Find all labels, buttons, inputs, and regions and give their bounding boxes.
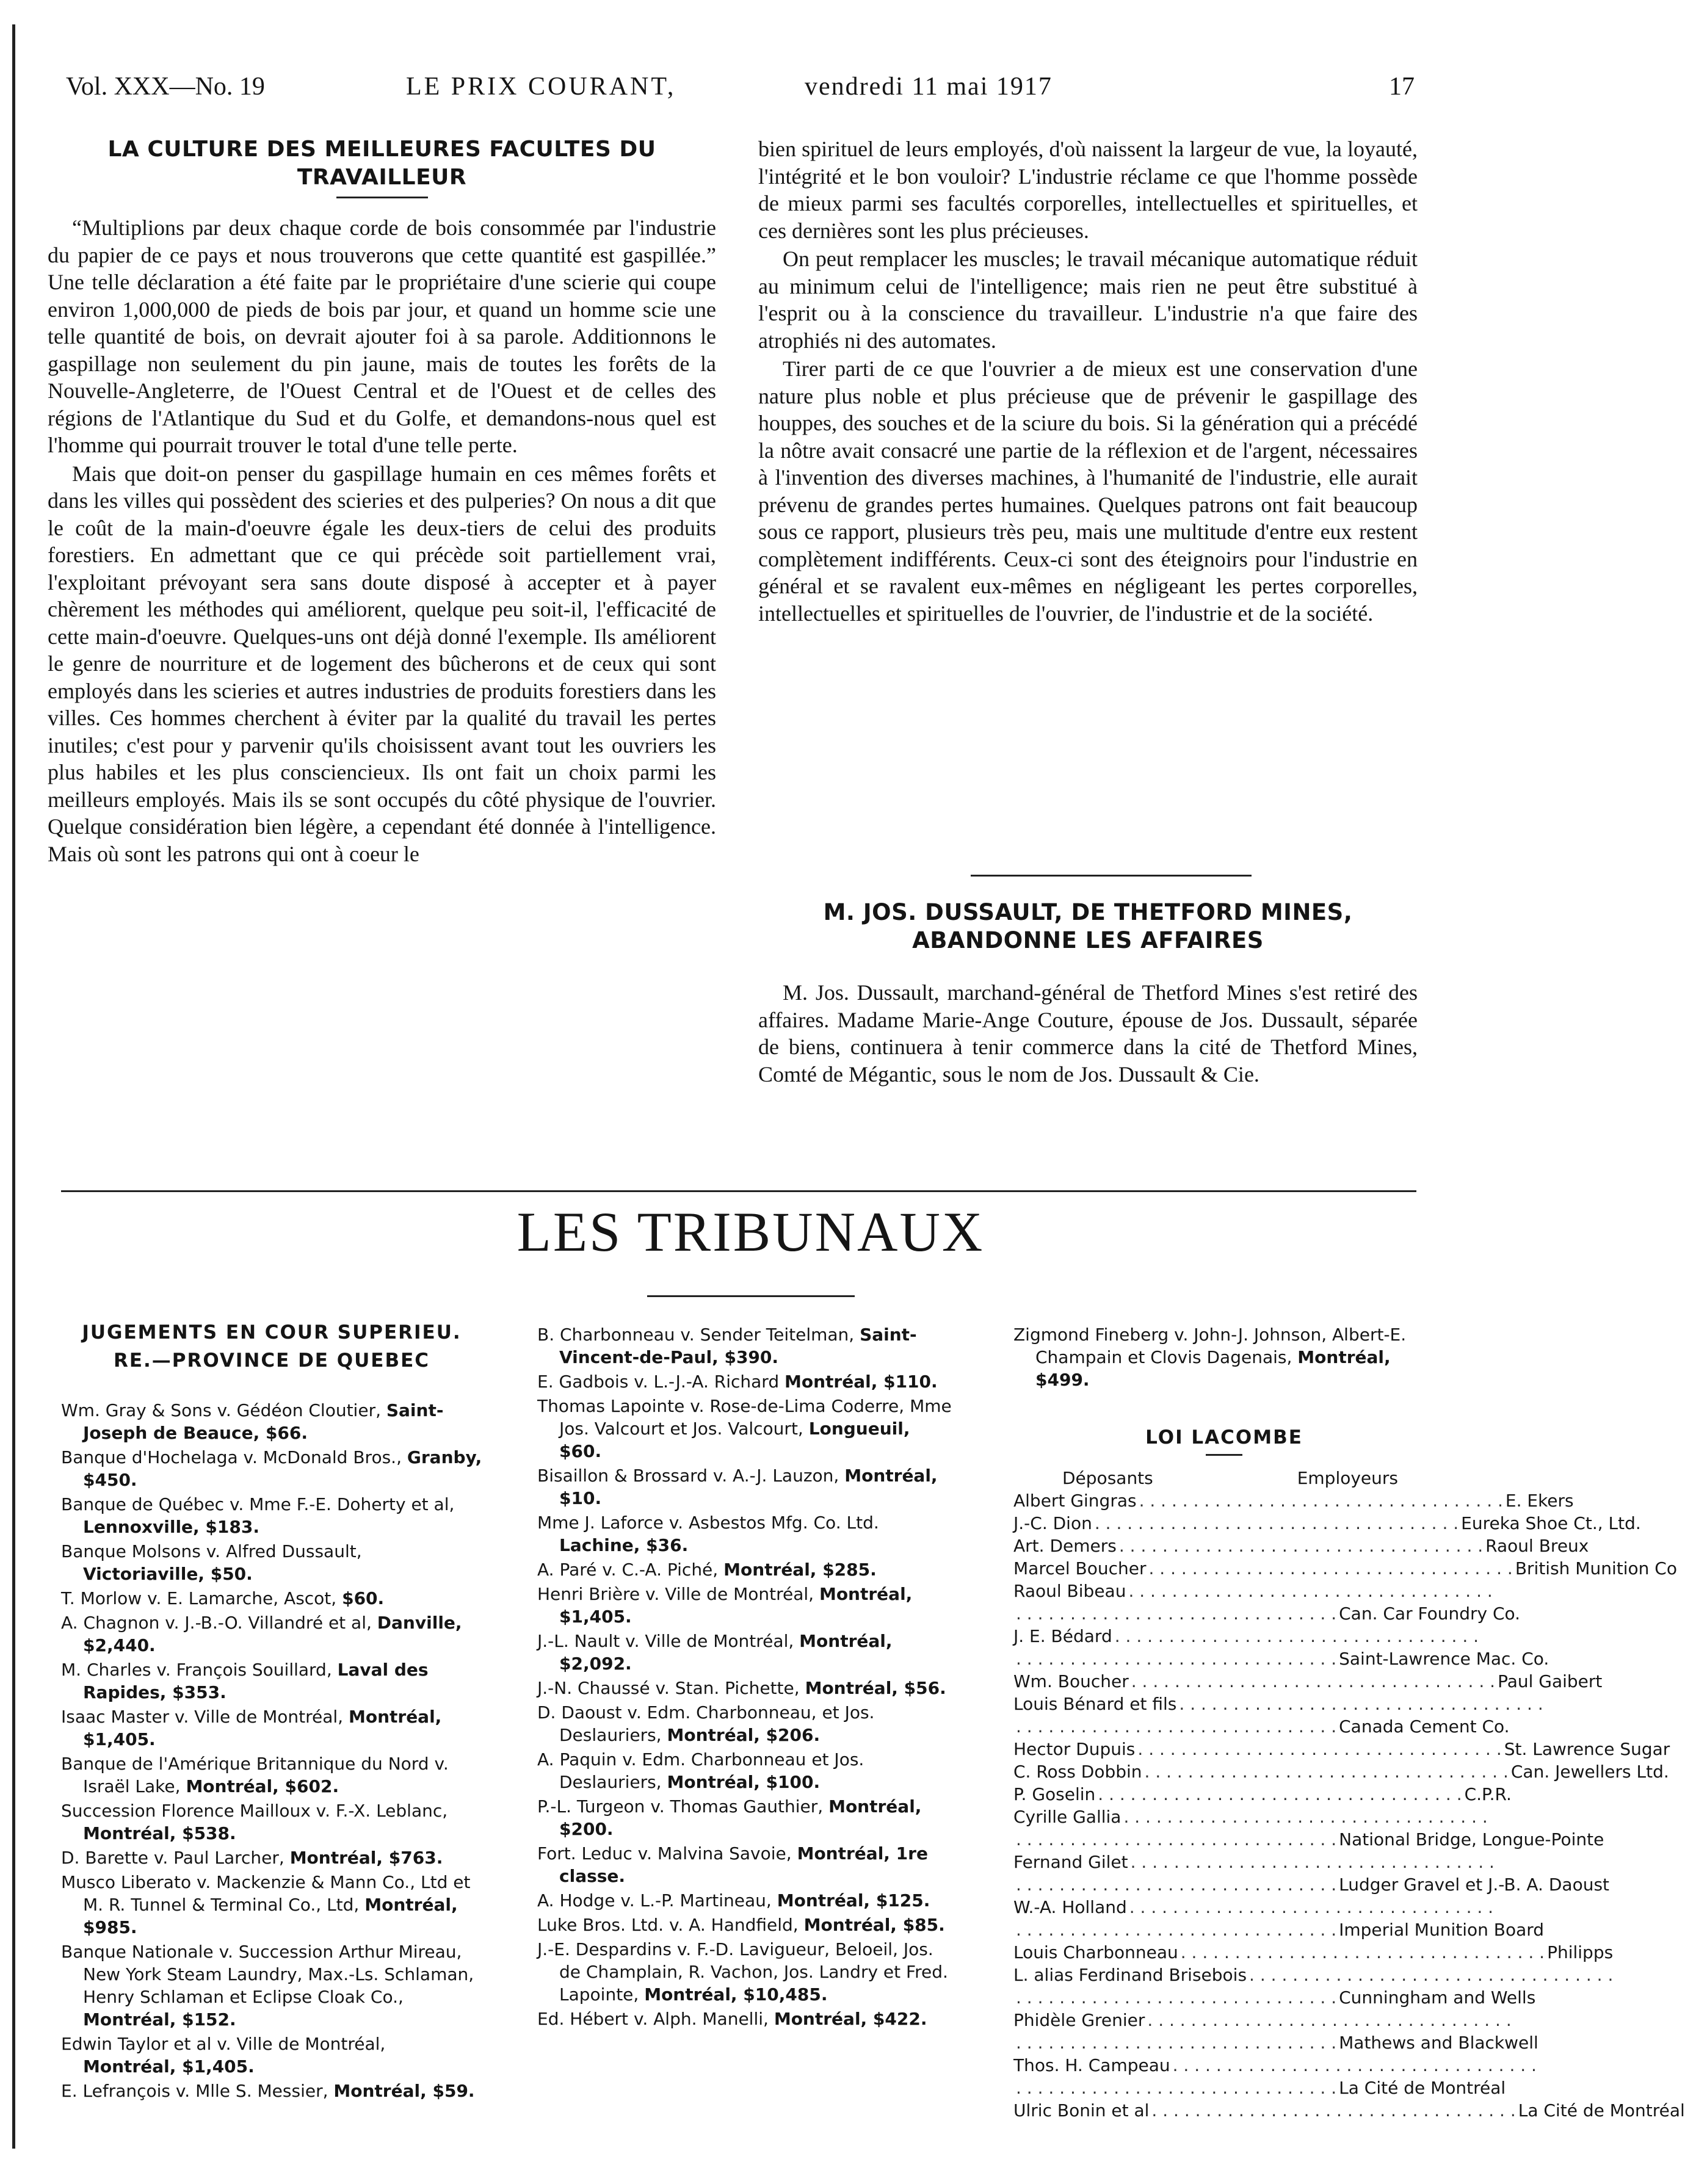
judgement-entry [61,1540,482,1585]
leader-dots: . . . . . . . . . . . . . . . . . . . . . . . . . . . . . . . . . . [1148,1558,1513,1578]
judgement-entry [537,1748,952,1793]
leader-dots: . . . . . . . . . . . . . . . . . . . . . . . . . . . . . . . . . . [1179,1694,1543,1714]
judgement-place-amount: Montréal, $602. [186,1776,339,1796]
loi-row [1013,2099,1685,2122]
article2-paragraph: M. Jos. Dussault, marchand-général de Thetford Mines s'est retiré des affaires. Madame Marie-Ange Couture, épouse de Jos. Dussault, séparée de biens, continuera à tenir commerce dans la cité de Thetford Mines, Comté de Mégantic, sous le nom de Jos. Dussault & Cie. [758,980,1418,1087]
judgement-place-amount: Longueuil, $60. [559,1419,910,1461]
deposant-name: Hector Dupuis [1013,1739,1136,1759]
jugements-heading-line2: RE.—PROVINCE DE QUEBEC [113,1350,430,1372]
loi-row-continued [1013,1873,1610,1896]
deposant-name: Ulric Bonin et al [1013,2100,1150,2121]
judgement-parties: Wm. Gray & Sons v. Gédéon Cloutier, [61,1400,386,1420]
judgement-parties: Banque de l'Amérique Britannique du Nord v. Israël Lake, [61,1754,449,1796]
judgement-parties: M. Charles v. François Souillard, [61,1660,338,1680]
leader-dots: . . . . . . . . . . . . . . . . . . . . . . . . . . . . . . . . . . [1249,1965,1614,1985]
judgement-parties: E. Lefrançois v. Mlle S. Messier, [61,2081,334,2101]
judgement-parties: Zigmond Fineberg v. John-J. Johnson, Albert-E. Champain et Clovis Dagenais, [1013,1325,1407,1367]
judgement-entry [61,1752,482,1798]
judgement-parties: Banque Nationale v. Succession Arthur Mireau, New York Steam Laundry, Max.-Ls. Schlaman, Henry Schlaman et Eclipse Cloak Co., [61,1942,474,2007]
loi-row [1013,1941,1614,1964]
judgement-place-amount: Montréal, $100. [667,1772,821,1792]
judgement-place-amount: Montréal, $200. [559,1796,922,1839]
page-edge-rule [12,24,15,2149]
leader-dots: . . . . . . . . . . . . . . . . . . . . . . . . . . . . . . [1016,1829,1337,1850]
leader-dots: . . . . . . . . . . . . . . . . . . . . . . . . . . . . . . [1016,1604,1337,1624]
judgement-entry [537,1889,952,1912]
judgement-parties: J.-E. Despardins v. F.-D. Lavigueur, Beloeil, Jos. de Champlain, R. Vachon, Jos. Landry et Fred. Lapointe, [537,1939,948,2005]
judgement-parties: A. Chagnon v. J.-B.-O. Villandré et al, [61,1613,377,1633]
judgement-place-amount: Montréal, 1re classe. [559,1843,928,1886]
leader-dots: . . . . . . . . . . . . . . . . . . . . . . . . . . . . . . . . . . [1137,1739,1502,1759]
employeur-name: St. Lawrence Sugar [1504,1739,1670,1759]
judgement-place-amount: Lachine, $36. [559,1535,689,1555]
judgement-place-amount: Montréal, $422. [774,2009,927,2029]
leader-dots: . . . . . . . . . . . . . . . . . . . . . . . . . . . . . . [1016,1875,1337,1895]
judgement-place-amount: Montréal, $56. [805,1678,946,1698]
judgement-entry [61,1493,482,1538]
judgement-entry [537,2008,952,2030]
loi-row [1013,1557,1677,1580]
judgement-entry [61,1705,482,1751]
issue-date: vendredi 11 mai 1917 [805,73,1053,101]
judgement-place-amount: Saint-Joseph de Beauce, $66. [83,1400,444,1443]
judgement-entry [61,1611,482,1657]
judgement-parties: E. Gadbois v. L.-J.-A. Richard [537,1372,785,1392]
judgement-parties: T. Morlow v. E. Lamarche, Ascot, [61,1588,342,1608]
employeur-name: Eureka Shoe Ct., Ltd. [1461,1513,1641,1533]
judgement-parties: Succession Florence Mailloux v. F.-X. Leblanc, [61,1801,448,1821]
employeur-name: E. Ekers [1505,1491,1574,1511]
leader-dots: . . . . . . . . . . . . . . . . . . . . . . . . . . . . . . . . . . [1114,1626,1479,1646]
judgement-place-amount: Montréal, $206. [667,1725,821,1745]
deposant-name: Fernand Gilet [1013,1852,1128,1872]
deposant-name: J. E. Bédard [1013,1626,1112,1646]
article2-title-line2: ABANDONNE LES AFFAIRES [912,927,1264,953]
deposant-name: Wm. Boucher [1013,1671,1129,1691]
loi-row [1013,1738,1670,1760]
judgement-place-amount: Montréal, $985. [83,1895,458,1937]
volume-number: Vol. XXX—No. 19 [66,73,265,101]
loi-row [1013,1670,1603,1693]
judgement-place-amount: Montréal, $110. [785,1372,938,1392]
judgement-parties: Banque de Québec v. Mme F.-E. Doherty et al, [61,1494,455,1514]
loi-row-continued [1013,2077,1506,2099]
judgement-entry [61,1871,482,1939]
judgement-parties: Thomas Lapointe v. Rose-de-Lima Coderre, Mme Jos. Valcourt et Jos. Valcourt, [537,1396,952,1439]
jugements-column-3 [1013,1323,1685,2122]
judgement-entry [537,1583,952,1628]
judgement-entry [61,1658,482,1704]
judgement-parties: Isaac Master v. Ville de Montréal, [61,1707,349,1727]
judgement-entry [537,1558,952,1581]
page-header [61,72,1422,115]
employeur-name: Ludger Gravel et J.-B. A. Daoust [1339,1875,1610,1895]
article1-paragraph: Tirer parti de ce que l'ouvrier a de mieux est une conservation d'une nature plus noble et plus précieuse que de prévenir le gaspillage des houppes, des souches et de la sciure du bois. Si la génération qui a précédé la nôtre avait consacré une partie de la réflexion et de l'argent, nécessaires à l'invention des diverses machines, à l'humanité de l'industrie, elle aurait prévenu de grandes pertes humaines. Quelques patrons ont fait beaucoup sous ce rapport, plusieurs très peu, mais une multitude d'entre eux restent complètement indifférents. Ceux-ci sont des éteignoirs pour l'industrie en général et se ravalent eux-mêmes en négligeant les pertes corporelles, intellectuelles et spirituelles de l'ouvrier, de l'industrie et de la société. [758,356,1418,626]
leader-dots: . . . . . . . . . . . . . . . . . . . . . . . . . . . . . . [1016,2078,1337,2098]
leader-dots: . . . . . . . . . . . . . . . . . . . . . . . . . . . . . . . . . . [1118,1536,1484,1556]
judgement-entry [61,1940,482,2031]
judgement-place-amount: Montréal, $1,405. [559,1584,913,1627]
section-banner: LES TRIBUNAUX [516,1201,985,1263]
judgement-parties: D. Daoust v. Edm. Charbonneau, et Jos. Deslauriers, [537,1702,875,1745]
leader-dots: . . . . . . . . . . . . . . . . . . . . . . . . . . . . . . . . . . [1147,2010,1512,2030]
judgement-list-1 [61,1399,482,2102]
judgement-place-amount: Montréal, $59. [333,2081,475,2101]
employeur-name: Mathews and Blackwell [1339,2033,1538,2053]
judgement-entry [1013,1323,1435,1391]
judgement-entry [537,1842,952,1887]
judgement-entry [537,1795,952,1840]
article1-paragraph: “Multiplions par deux chaque corde de bois consommée par l'industrie du papier de ce pays et nous trouverons que cette quantité est gaspillée.” Une telle déclaration a été faite par le propriétaire d'une scierie qui coupe environ 1,000,000 de pieds de bois par jour, et quand un homme scie une telle quantité de bois, on devrait ajouter foi à sa parole. Additionnons le gaspillage non seulement du pin jaune, mais de toutes les forêts de la Nouvelle-Angleterre, de l'Ouest Central et de l'Ouest et de celles des régions de l'Atlantique du Sud et du Golfe, et demandons-nous quel est l'homme qui pourrait trouver le total d'une telle perte. [48,215,716,457]
judgement-list-3 [1013,1323,1435,1391]
judgement-entry [61,1446,482,1491]
loi-row [1013,1964,1614,1986]
judgement-place-amount: Montréal, $1,405. [83,1707,442,1749]
judgement-entry [537,1464,952,1510]
employeur-name: C.P.R. [1464,1784,1512,1804]
judgement-entry [537,1701,952,1746]
judgement-parties: Ed. Hébert v. Alph. Manelli, [537,2009,774,2029]
article2-title-line1: M. JOS. DUSSAULT, DE THETFORD MINES, [823,899,1353,925]
judgement-place-amount: Montréal, $152. [83,2009,236,2030]
loi-row [1013,1535,1589,1557]
loi-row-continued [1013,2031,1538,2054]
article1-body-right [758,136,1418,627]
judgement-place-amount: Montréal, $10. [559,1466,938,1508]
article1-paragraph: On peut remplacer les muscles; le travail mécanique automatique réduit au minimum celui de l'intelligence; mais rien ne peut être substitué à l'esprit ou à la conscience du travailleur. L'industrie n'a que faire des atrophiés ni des automates. [758,247,1418,353]
deposant-name: Louis Bénard et fils [1013,1694,1177,1714]
employeur-name: Canada Cement Co. [1339,1716,1510,1737]
judgement-place-amount: Montréal, $285. [723,1560,877,1580]
jugements-column-2 [537,1323,952,2032]
leader-dots: . . . . . . . . . . . . . . . . . . . . . . . . . . . . . . [1016,1987,1337,2008]
deposant-name: Louis Charbonneau [1013,1942,1178,1962]
employeur-name: La Cité de Montréal [1339,2078,1506,2098]
loi-row [1013,1693,1543,1715]
article-divider [971,875,1252,877]
judgement-parties: Henri Brière v. Ville de Montréal, [537,1584,819,1604]
loi-row [1013,1489,1574,1512]
leader-dots: . . . . . . . . . . . . . . . . . . . . . . . . . . . . . . . . . . [1098,1784,1462,1804]
judgement-parties: D. Barette v. Paul Larcher, [61,1848,290,1868]
deposant-name: Marcel Boucher [1013,1558,1147,1578]
loi-row [1013,2054,1537,2077]
deposant-name: P. Goselin [1013,1784,1096,1804]
article1-right-column [758,136,1418,871]
title-rule [336,197,428,198]
loi-row-continued [1013,1602,1521,1625]
employeur-name: Paul Gaibert [1498,1671,1603,1691]
loi-row-continued [1013,1986,1536,2009]
employeur-name: British Munition Co [1515,1558,1677,1578]
judgement-parties: A. Hodge v. L.-P. Martineau, [537,1890,777,1911]
judgement-parties: Banque Molsons v. Alfred Dussault, [61,1541,362,1561]
loi-column-headers [1013,1467,1435,1489]
judgement-parties: Mme J. Laforce v. Asbestos Mfg. Co. Ltd. [537,1513,879,1533]
loi-title-rule [1206,1454,1242,1456]
leader-dots: . . . . . . . . . . . . . . . . . . . . . . . . . . . . . . [1016,1920,1337,1940]
article1-body-left [48,214,716,867]
loi-lacombe-table [1013,1489,1685,2122]
judgement-place-amount: Montréal, $85. [803,1915,945,1935]
banner-rule [647,1295,855,1297]
judgement-parties: Bisaillon & Brossard v. A.-J. Lauzon, [537,1466,845,1486]
judgement-parties: A. Paré v. C.-A. Piché, [537,1560,724,1580]
leader-dots: . . . . . . . . . . . . . . . . . . . . . . . . . . . . . . . . . . [1172,2055,1537,2075]
judgement-entry [537,1511,952,1557]
judgement-parties: J.-L. Nault v. Ville de Montréal, [537,1631,800,1651]
loi-row [1013,1625,1479,1647]
article2 [758,899,1418,1088]
judgement-place-amount: Lennoxville, $183. [83,1517,259,1537]
employeur-name: Raoul Breux [1485,1536,1589,1556]
employeur-name: National Bridge, Longue-Pointe [1339,1829,1604,1850]
judgement-entry [61,1399,482,1444]
leader-dots: . . . . . . . . . . . . . . . . . . . . . . . . . . . . . . . . . . [1131,1671,1496,1691]
employeur-name: Saint-Lawrence Mac. Co. [1339,1649,1549,1669]
judgement-place-amount: Montréal, $763. [289,1848,443,1868]
employeur-name: Cunningham and Wells [1339,1987,1536,2008]
deposant-name: J.-C. Dion [1013,1513,1092,1533]
journal-title: LE PRIX COURANT, [406,73,676,101]
judgement-entry [61,2033,482,2078]
judgement-entry [537,1938,952,2006]
article1-left-column [48,136,716,1161]
loi-row-continued [1013,1918,1545,1941]
judgement-parties: P.-L. Turgeon v. Thomas Gauthier, [537,1796,829,1817]
judgement-place-amount: Montréal, $1,405. [83,2056,255,2077]
deposant-name: L. alias Ferdinand Brisebois [1013,1965,1247,1985]
leader-dots: . . . . . . . . . . . . . . . . . . . . . . . . . . . . . . . . . . [1151,2100,1516,2121]
leader-dots: . . . . . . . . . . . . . . . . . . . . . . . . . . . . . . . . . . [1094,1513,1459,1533]
employeur-name: Philipps [1547,1942,1614,1962]
leader-dots: . . . . . . . . . . . . . . . . . . . . . . . . . . . . . . [1016,1649,1337,1669]
leader-dots: . . . . . . . . . . . . . . . . . . . . . . . . . . . . . . [1016,2033,1337,2053]
judgement-entry [61,1846,482,1869]
deposant-name: Albert Gingras [1013,1491,1137,1511]
judgement-parties: B. Charbonneau v. Sender Teitelman, [537,1325,860,1345]
jugements-heading-line1: JUGEMENTS EN COUR SUPERIEU. [82,1322,462,1343]
judgement-entry [537,1630,952,1675]
section-rule [61,1190,1416,1192]
judgement-parties: Luke Bros. Ltd. v. A. Handfield, [537,1915,804,1935]
leader-dots: . . . . . . . . . . . . . . . . . . . . . . . . . . . . . . . . . . [1180,1942,1545,1962]
judgement-place-amount: Saint-Vincent-de-Paul, $390. [559,1325,917,1367]
leader-dots: . . . . . . . . . . . . . . . . . . . . . . . . . . . . . . . . . . [1144,1762,1509,1782]
deposant-name: C. Ross Dobbin [1013,1762,1142,1782]
employeurs-header: Employeurs [1297,1468,1398,1488]
deposant-name: Raoul Bibeau [1013,1581,1126,1601]
judgement-place-amount: Montréal, $10,485. [644,1984,828,2005]
judgement-parties: Banque d'Hochelaga v. McDonald Bros., [61,1447,407,1467]
judgement-place-amount: Montréal, $538. [83,1823,236,1843]
loi-row-continued [1013,1715,1510,1738]
loi-row [1013,1512,1641,1535]
loi-row [1013,2009,1512,2031]
judgement-place-amount: Granby, $450. [83,1447,482,1490]
leader-dots: . . . . . . . . . . . . . . . . . . . . . . . . . . . . . . . . . . [1139,1491,1503,1511]
judgement-place-amount: Montréal, $499. [1035,1347,1391,1390]
judgement-place-amount: Laval des Rapides, $353. [83,1660,429,1702]
employeur-name: Can. Car Foundry Co. [1339,1604,1521,1624]
judgement-place-amount: Danville, $2,440. [83,1613,462,1655]
article1-title: LA CULTURE DES MEILLEURES FACULTES DU TRAVAILLEUR [107,137,656,190]
judgement-parties: Edwin Taylor et al v. Ville de Montréal, [61,2034,386,2054]
loi-row [1013,1783,1512,1806]
jugements-column-1 [61,1318,482,2104]
deposant-name: W.-A. Holland [1013,1897,1127,1917]
leader-dots: . . . . . . . . . . . . . . . . . . . . . . . . . . . . . . . . . . [1129,1897,1494,1917]
judgement-parties: Musco Liberato v. Mackenzie & Mann Co., Ltd et M. R. Tunnel & Terminal Co., Ltd, [61,1872,471,1915]
deposant-name: Cyrille Gallia [1013,1807,1122,1827]
judgement-place-amount: Montréal, $125. [777,1890,930,1911]
loi-lacombe-title: LOI LACOMBE [1145,1426,1303,1448]
loi-row [1013,1580,1493,1602]
judgement-entry [61,1587,482,1610]
deposant-name: Phidèle Grenier [1013,2010,1145,2030]
leader-dots: . . . . . . . . . . . . . . . . . . . . . . . . . . . . . . . . . . [1128,1581,1493,1601]
judgement-entry [61,2080,482,2102]
employeur-name: Can. Jewellers Ltd. [1510,1762,1669,1782]
employeur-name: La Cité de Montréal [1518,2100,1685,2121]
judgement-entry [537,1370,952,1393]
loi-row [1013,1851,1495,1873]
leader-dots: . . . . . . . . . . . . . . . . . . . . . . . . . . . . . . [1016,1716,1337,1737]
judgement-parties: J.-N. Chaussé v. Stan. Pichette, [537,1678,805,1698]
leader-dots: . . . . . . . . . . . . . . . . . . . . . . . . . . . . . . . . . . [1130,1852,1495,1872]
judgement-parties: A. Paquin v. Edm. Charbonneau et Jos. Deslauriers, [537,1749,864,1792]
article1-paragraph-continued: bien spirituel de leurs employés, d'où naissent la largeur de vue, la loyauté, l'intégrité et le bon vouloir? L'industrie réclame ce que l'homme possède de mieux parmi ses facultés corporelles, intellectuelles et spirituelles, et ces dernières sont les plus précieuses. [758,137,1418,243]
page-number: 17 [1389,73,1415,101]
judgement-place-amount: Montréal, $2,092. [559,1631,893,1674]
article1-paragraph: Mais que doit-on penser du gaspillage humain en ces mêmes forêts et dans les villes qui possèdent des scieries et des pulperies? On nous a dit que le coût de la main-d'oeuvre égale les deux-tiers de celui des produits forestiers. En admettant que ce qui précède soit partiellement vrai, l'exploitant prévoyant sera sans doute disposé à accepter et à payer chèrement les méthodes qui améliorent, quelque peu soit-il, l'efficacité de cette main-d'oeuvre. Quelques-uns ont déjà donné l'exemple. Ils améliorent le genre de nourriture et de logement des bûcherons et de ceux qui sont employés dans les scieries et autres industries de produits forestiers dans les villes. Ces hommes cherchent à éviter par la qualité du travail les pertes inutiles; c'est pour y parvenir qu'ils choisissent avant tout les ouvriers les plus habiles et les plus consciencieux. Ils ont fait un choix parmi les meilleurs employés. Mais ils se sont occupés du côté physique de l'ouvrier. Quelque considération bien légère, a cependant été donnée à l'intelligence. Mais où sont les patrons qui ont à coeur le [48,461,716,866]
judgement-list-2 [537,1323,952,2030]
judgement-entry [537,1395,952,1463]
judgement-entry [61,1799,482,1845]
loi-row [1013,1896,1494,1918]
judgement-entry [537,1323,952,1369]
judgement-place-amount: $60. [342,1588,385,1608]
loi-row-continued [1013,1828,1604,1851]
employeur-name: Imperial Munition Board [1339,1920,1545,1940]
judgement-parties: Fort. Leduc v. Malvina Savoie, [537,1843,797,1864]
deposant-name: Thos. H. Campeau [1013,2055,1170,2075]
deposants-header: Déposants [1062,1468,1153,1488]
loi-row [1013,1760,1669,1783]
loi-row [1013,1806,1488,1828]
deposant-name: Art. Demers [1013,1536,1117,1556]
judgement-place-amount: Victoriaville, $50. [83,1564,253,1584]
loi-row-continued [1013,1647,1549,1670]
judgement-entry [537,1677,952,1699]
leader-dots: . . . . . . . . . . . . . . . . . . . . . . . . . . . . . . . . . . [1123,1807,1488,1827]
judgement-entry [537,1914,952,1936]
